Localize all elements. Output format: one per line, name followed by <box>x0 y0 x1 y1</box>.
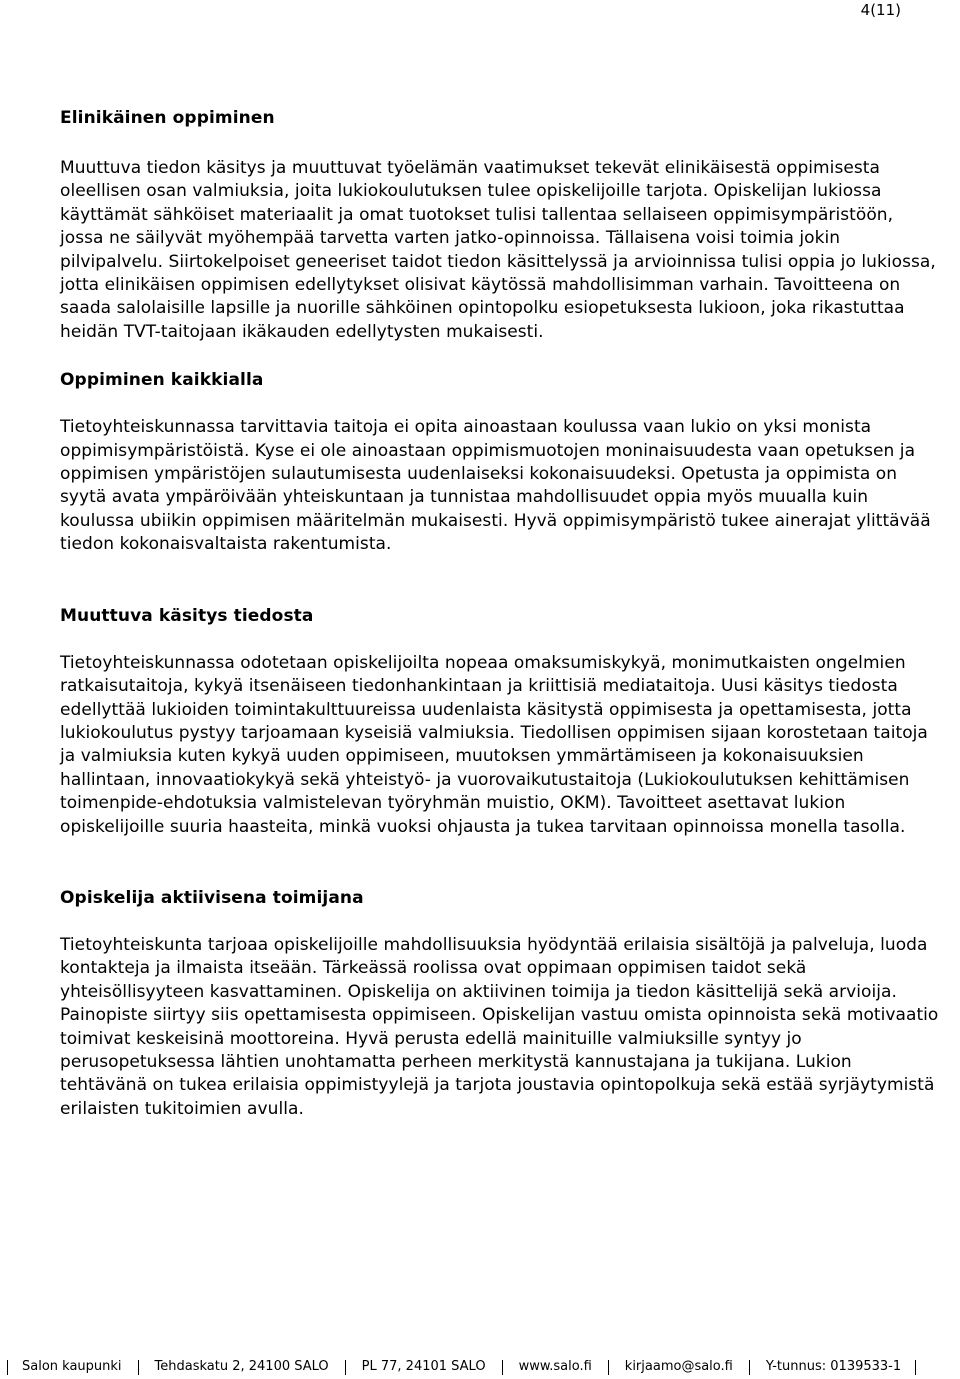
section-text-lifelong-learning: Muuttuva tiedon käsitys ja muuttuvat työelämän vaatimukset tekevät elinikäisestä oppimisesta oleellisen osan valmiuksia, joita lukiokoulutuksen tulee opiskelijoille tarjota. Opiskelijan lukiossa käyttämät sähköiset materiaalit ja omat tuotokset tulisi tallentaa sellaiseen oppimisympäristöön, jossa ne säilyvät myöhempää tarvetta varten jatko-opinnoissa. Tällaisena voisi toimia jokin pilvipalvelu. Siirtokelpoiset geneeriset taidot tiedon käsittelyssä ja arvioinnissa tulisi oppia jo lukiossa, jotta elinikäisen oppimisen edellytykset olisivat käytössä mahdollisimman varhain. Tavoitteena on saada salolaisille lapsille ja nuorille sähköinen opintopolku esiopetuksesta lukioon, joka rikastuttaa heidän TVT-taitojaan ikäkauden edellytysten mukaisesti. <box>60 158 936 342</box>
footer-business-id: Y-tunnus: 0139533-1 <box>765 1359 902 1374</box>
section-text-active-student: Tietoyhteiskunta tarjoaa opiskelijoille mahdollisuuksia hyödyntää erilaisia sisältöjä ja palveluja, luoda kontakteja ja ilmaista itseään. Tärkeässä roolissa ovat oppimaan oppimisen taidot sekä yhteisöllisyyteen kasvattaminen. Opiskelija on aktiivinen toimija ja tiedon käsittelijä sekä arvioija. Painopiste siirtyy siis opettamisesta oppimiseen. Opiskelijan vastuu omista opinnoista sekä motivaatio toimivat keskeisinä moottoreina. Hyvä perusta edellä mainituille valmiuksille syntyy jo perusopetuksessa lähtien unohtamatta perheen merkitystä kannustajana ja tukijana. Lukion tehtävänä on tukea erilaisia oppimistyylejä ja tarjota joustavia opintopolkuja sekä estää syrjäytymistä erilaisten tukitoimien avulla. <box>60 934 939 1119</box>
section-text-learning-everywhere: Tietoyhteiskunnassa tarvittavia taitoja ei opita ainoastaan koulussa vaan lukio on yksi monista oppimisympäristöistä. Kyse ei ole ainoastaan oppimismuotojen moninaisuudesta vaan opetuksen ja oppimisen ympäristöjen sulautumisesta uudenlaiseksi kokonaisuudeksi. Opetusta ja oppimista on syytä avata ympäröivään yhteiskuntaan ja tunnistaa mahdollisuudet oppia myös muualla kuin koulussa ubiikin oppimisen määritelmän mukaisesti. Hyvä oppimisympäristö tukee ainerajat ylittävää tiedon kokonaisvaltaista rakentumista. <box>60 417 931 555</box>
footer-org: Salon kaupunki <box>22 1359 122 1374</box>
section-heading-lifelong-learning: Elinikäinen oppiminen <box>60 108 275 128</box>
footer-separator <box>749 1360 750 1375</box>
footer-separator <box>915 1360 916 1375</box>
footer-separator <box>608 1360 609 1375</box>
section-text-changing-knowledge: Tietoyhteiskunnassa odotetaan opiskelijoilta nopeaa omaksumiskykyä, monimutkaisten ongelmien ratkaisutaitoja, kykyä itsenäiseen tiedonhankintaan ja kriittisiä mediataitoja. Uusi käsitys tiedosta edellyttää lukioiden toimintakulttuureissa uudenlaista käsitystä oppimisesta ja opettamisesta, jotta lukiokoulutus pystyy tarjoamaan kyseisiä valmiuksia. Tiedollisen oppimisen sijaan korostetaan taitoja ja valmiuksia kuten kykyä uuden oppimiseen, muutoksen ymmärtämiseen ja kokonaisuuksien hallintaan, innovaatiokykyä sekä yhteistyö- ja vuorovaikutustaitoja (Lukiokoulutuksen kehittämisen toimenpide-ehdotuksia valmistelevan työryhmän muistio, OKM). Tavoitteet asettavat lukion opiskelijoille suuria haasteita, minkä vuoksi ohjausta ja tukea tarvitaan opinnoissa monella tasolla. <box>60 652 928 837</box>
footer-website-link[interactable]: www.salo.fi <box>518 1359 592 1374</box>
footer-po-box: PL 77, 24101 SALO <box>361 1359 486 1374</box>
footer-street-address: Tehdaskatu 2, 24100 SALO <box>154 1359 329 1374</box>
section-heading-changing-knowledge: Muuttuva käsitys tiedosta <box>60 605 314 626</box>
footer-separator <box>138 1360 139 1375</box>
page-footer <box>0 1356 960 1378</box>
footer-email-link[interactable]: kirjaamo@salo.fi <box>624 1359 733 1374</box>
document-body <box>60 106 940 1121</box>
section-heading-learning-everywhere: Oppiminen kaikkialla <box>60 370 264 391</box>
page-number: 4(11) <box>860 1 901 19</box>
footer-separator <box>345 1360 346 1375</box>
footer-separator <box>7 1360 8 1375</box>
footer-separator <box>502 1360 503 1375</box>
section-heading-active-student: Opiskelija aktiivisena toimijana <box>60 887 364 908</box>
